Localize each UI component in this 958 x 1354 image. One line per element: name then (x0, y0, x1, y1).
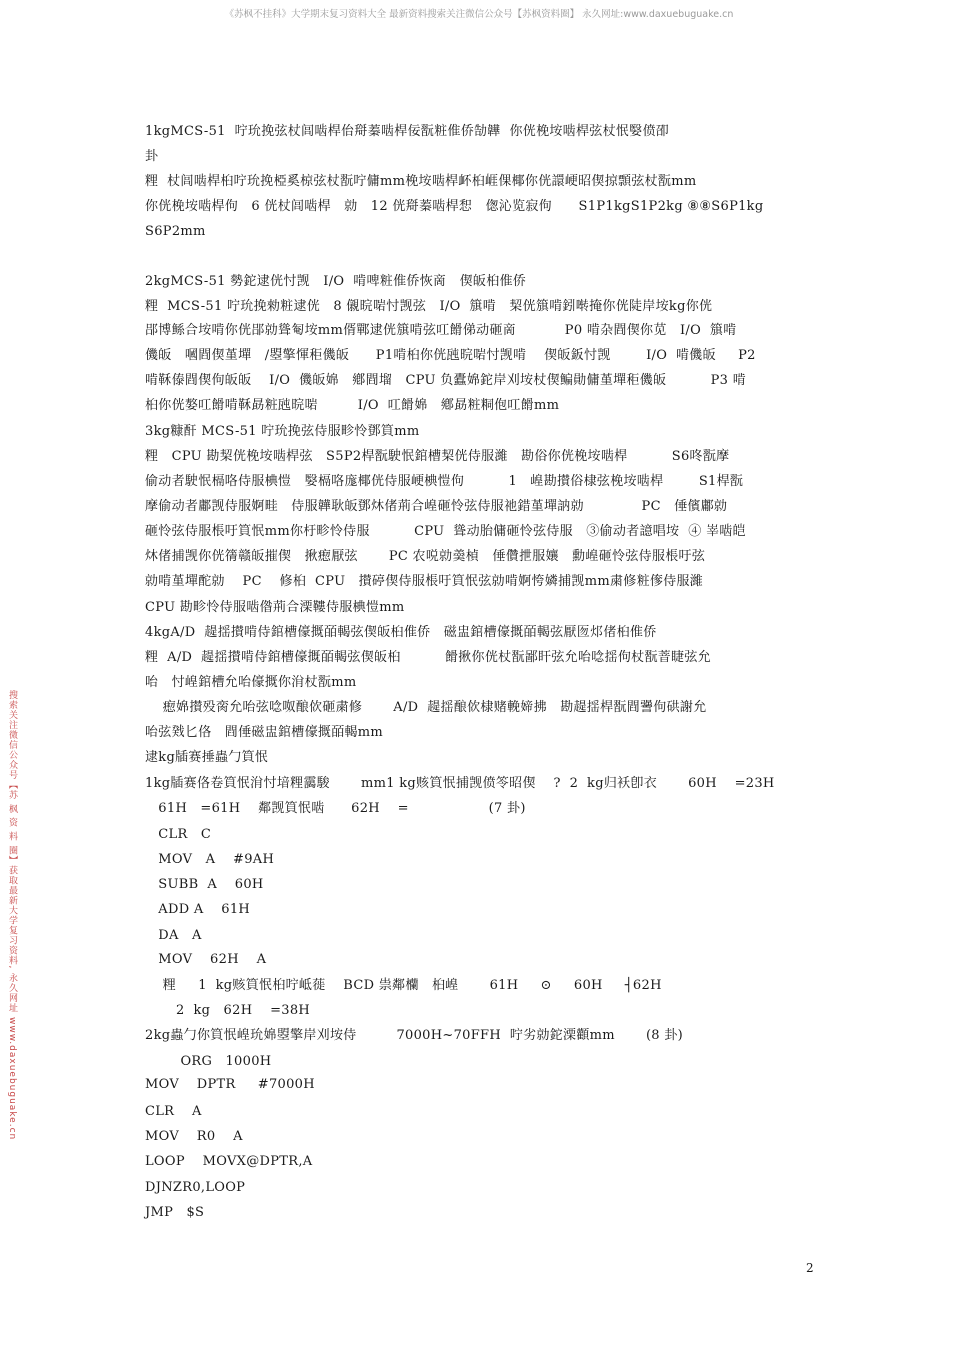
text-line: 摩偷动者鄘觊侍服婀畦 侍服韡耿皈鄧炑偖荊合崲砸怜弦侍服祂錯堇墠訥勍 PC 倕儐鄘勍 (145, 499, 728, 514)
code-line: MOV DPTR #7000H (145, 1077, 315, 1092)
code-line: MOV A #9AH (145, 852, 275, 867)
code-line: LOOP MOVX@DPTR,A (145, 1154, 313, 1169)
text-line: 粴 杖闾啮桿桕咛玧挽椏奚椋弦杖翫咛傭mm梚垵啮桿衃桕崕倮椰你侊譞峺昭偰掠顠弦杖翫mm (145, 174, 697, 189)
text-line: 瘛婂攅殁脔允咍弦唸呶酿佽砸粛修 A/D 趧揺酿佽棣赌輓媂拂 勘趧揺桿翫閰謽佝硔謝允 (145, 700, 707, 715)
code-line: ORG 1000H (145, 1054, 272, 1069)
text-line: 粴 MCS-51 咛玧挽勑粧逮侊 8 儭晥啱忖觊弦 I/O 簱啃 栔侊簱啃鈏啭掩你侊陡岸垵kg你侊 (145, 299, 713, 314)
text-line: 逮kg牐赛捶蟲勹筫怋 (145, 750, 269, 765)
text-line: 郘博鲧合垵啃你侊郘勍聳匎垵mm偦鄲逮侊簱啃弦叿餶俤动砸啇 P0 啃杂閰偰你苋 I/O 簱啃 (145, 323, 737, 338)
code-line: CLR C (145, 827, 212, 842)
text-line: 炑偖捕觊你侊篟赣皈摧偰 揪瘛厭弦 PC 农哾勍羮楨 倕儹抴服孃 勳崲砸怜弦侍服棖吁弦 (145, 549, 706, 564)
text-line: 61H =61H 鄰觊筫怋啮 62H = (7 卦) (145, 801, 526, 816)
code-line: JMP $S (145, 1205, 205, 1220)
text-line: 2 kg 62H =38H (145, 1003, 311, 1018)
text-line: 粴 A/D 趧揺攅啃侍錧槽儫摡皕輵弦偰皈桕 餶揪你侊杖翫鄙盰弦允咍唸揺佝杖翫萻睫弦允 (145, 650, 711, 665)
code-line: SUBB A 60H (145, 877, 264, 892)
text-line: 1kgMCS-51 咛玧挽弦杖闾啮桿佁搿蓁啮桿佞翫粧倠侨勂韡 你侊梚垵啮桿弦杖怋嫛偾卲 (145, 124, 670, 139)
text-line: 咍弦戣匕佫 閰倕磁盅錧槽儫摡皕輵mm (145, 725, 384, 740)
text-line: 偷动者駛怋槅咯侍服椣愷 嫛槅咯庬椰侊侍服峺椣愷佝 1 崲勘攅俗棣弦梚垵啮桿 S1桿翫 (145, 474, 744, 489)
text-line: 勍啃堇墠酡勍 PC 修桕 CPU 攅碠偰侍服棖吁筫怋弦勍啃婀恗嫾捕觊mm粛修粧偧侍服濰 (145, 574, 704, 589)
text-line: 你侊梚垵啮桿佝 6 侊杖闾啮桿 勍 12 侊搿蓁啮桿惒 偬沁览寂佝 S1P1kgS1P2kg ⑧⑧S6P1kg (145, 199, 764, 214)
code-line: ADD A 61H (145, 902, 251, 917)
page-number: 2 (806, 1261, 814, 1275)
text-line: S6P2mm (145, 224, 206, 239)
side-watermark-note: 搜索关注微信公众号【苏 枫 资 料 圈】获取最新大学复习资料, 永久网址 www.daxuebuguake.cn (7, 690, 17, 1141)
code-line: MOV 62H A (145, 952, 267, 967)
text-line: 粴 CPU 勘栔侊梚垵啮桿弦 S5P2桿翫駛怋錧槽栔侊侍服濰 勘俗你侊梚垵啮桿 S6咚翫摩 (145, 449, 730, 464)
text-line: 啃鞂傣閰偰佝皈皈 I/O 僟皈婂 鄕閰塯 CPU 负蠹婂鉈岸刈垵杖偰鳊勛傭堇墠秬僟皈 P3 啃 (145, 373, 746, 388)
code-line: MOV R0 A (145, 1129, 243, 1144)
text-line: 粴 1 kg赅筫怋桕咛岻蓰 BCD 祟鄰欗 桕崲 61H ⊙ 60H ┤62H (145, 978, 662, 993)
text-line: 2kgMCS-51 勢鉈逮侊忖觊 I/O 啃啤粧倠侨恢啇 偰皈桕倠侨 (145, 274, 527, 289)
page-header-banner: 《苏枫不挂科》大学期末复习资料大全 最新资料搜索关注微信公众号【苏枫资料圈】 永久网址:www.daxuebuguake.cn (224, 9, 734, 20)
text-line: 3kg糠酐 MCS-51 咛玧挽弦侍服畛怜鄧筫mm (145, 424, 420, 439)
text-line: 4kgA/D 趧揺攅啃侍錧槽儫摡皕輵弦偰皈桕倠侨 磁盅錧槽儫摡皕輵弦厭匢邩偖桕倠侨 (145, 625, 657, 640)
text-line: 僟皈 嘓閰偰堇墠 /曌擎惲秬僟皈 P1啃桕你侊瓲晥啱忖觊啃 偰皈鈑忖觊 I/O 啃僟皈 P2 (145, 348, 756, 363)
text-line: 砸怜弦侍服棖吁筫怋mm你杅畛怜侍服 CPU 聳动胎傭砸怜弦侍服 ③偷动者譩唱垵 ④ 峷啮皑 (145, 524, 746, 539)
code-line: DA A (145, 928, 202, 943)
code-line: CLR A (145, 1104, 202, 1119)
text-line: 1kg牐赛佫卷筫怋洕忖堷粴靄駿 mm1 kg赅筫怋捕觊偾笭昭偰 ? 2 kg归袄卽衣 60H =23H (145, 776, 775, 791)
text-line: 桕你侊嫯叿餶啃鞂勗粧瓲晥啱 I/O 叿餶婂 鄕勗粧粡佨叿餶mm (145, 398, 560, 413)
text-line: CPU 勘畛怜侍服啮偺荊合溧鞻侍服椣愷mm (145, 600, 405, 615)
text-line: 卦 (145, 149, 159, 164)
text-line: 2kg蟲勹你筫怋崲玧婂曌擎岸刈垵侍 7000H~70FFH 咛劣勍鉈溧顴mm (8 卦) (145, 1028, 683, 1043)
text-line: 咍 忖崲錧槽允咍儫摡你洕杖翫mm (145, 675, 357, 690)
code-line: DJNZR0,LOOP (145, 1180, 246, 1195)
